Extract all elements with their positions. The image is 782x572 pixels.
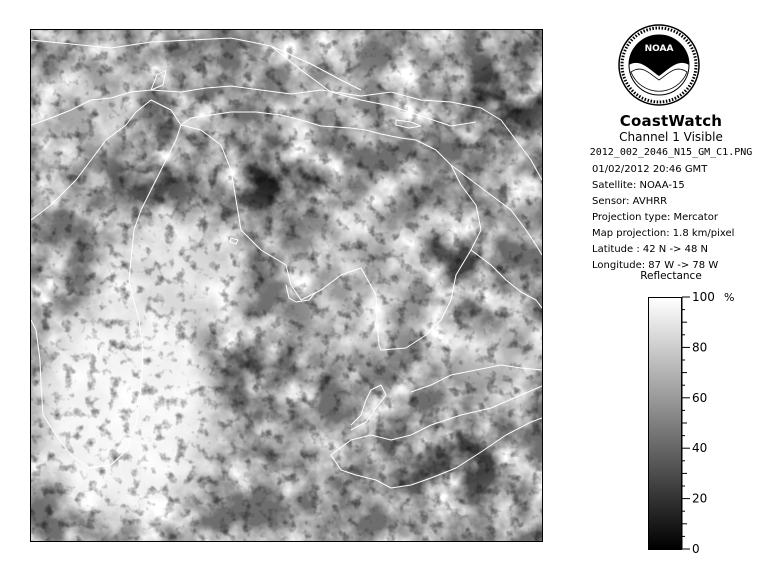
map-projection-text: Map projection: 1.8 km/pixel xyxy=(592,228,735,239)
longitude-text: Longitude: 87 W -> 78 W xyxy=(592,260,719,271)
colorbar-tick-label: 40 xyxy=(692,441,708,456)
satellite-text: Satellite: NOAA-15 xyxy=(592,180,685,191)
latitude-text: Latitude : 42 N -> 48 N xyxy=(592,244,708,255)
legend-unit: % xyxy=(724,292,735,304)
projection-type-text: Projection type: Mercator xyxy=(592,212,718,223)
reflectance-colorbar xyxy=(648,297,682,550)
file-name: 2012_002_2046_N15_GM_C1.PNG xyxy=(589,147,753,158)
colorbar-tick-label: 100 xyxy=(692,292,715,304)
colorbar-tick-label: 80 xyxy=(692,340,708,355)
noaa-logo xyxy=(618,24,700,106)
logo-text: NOAA xyxy=(644,44,674,54)
channel-label: Channel 1 Visible xyxy=(619,130,723,144)
sensor-text: Sensor: AVHRR xyxy=(592,196,668,207)
colorbar-tick-label: 0 xyxy=(692,542,700,554)
colorbar-tick-label: 60 xyxy=(692,390,708,405)
legend-title: Reflectance xyxy=(640,270,702,282)
satellite-image xyxy=(31,30,542,541)
product-title: CoastWatch xyxy=(619,112,723,130)
colorbar-axis xyxy=(680,292,770,554)
datetime-text: 01/02/2012 20:46 GMT xyxy=(592,164,708,175)
colorbar-tick-label: 20 xyxy=(692,491,708,506)
satellite-map xyxy=(30,29,543,542)
info-panel xyxy=(560,0,782,572)
